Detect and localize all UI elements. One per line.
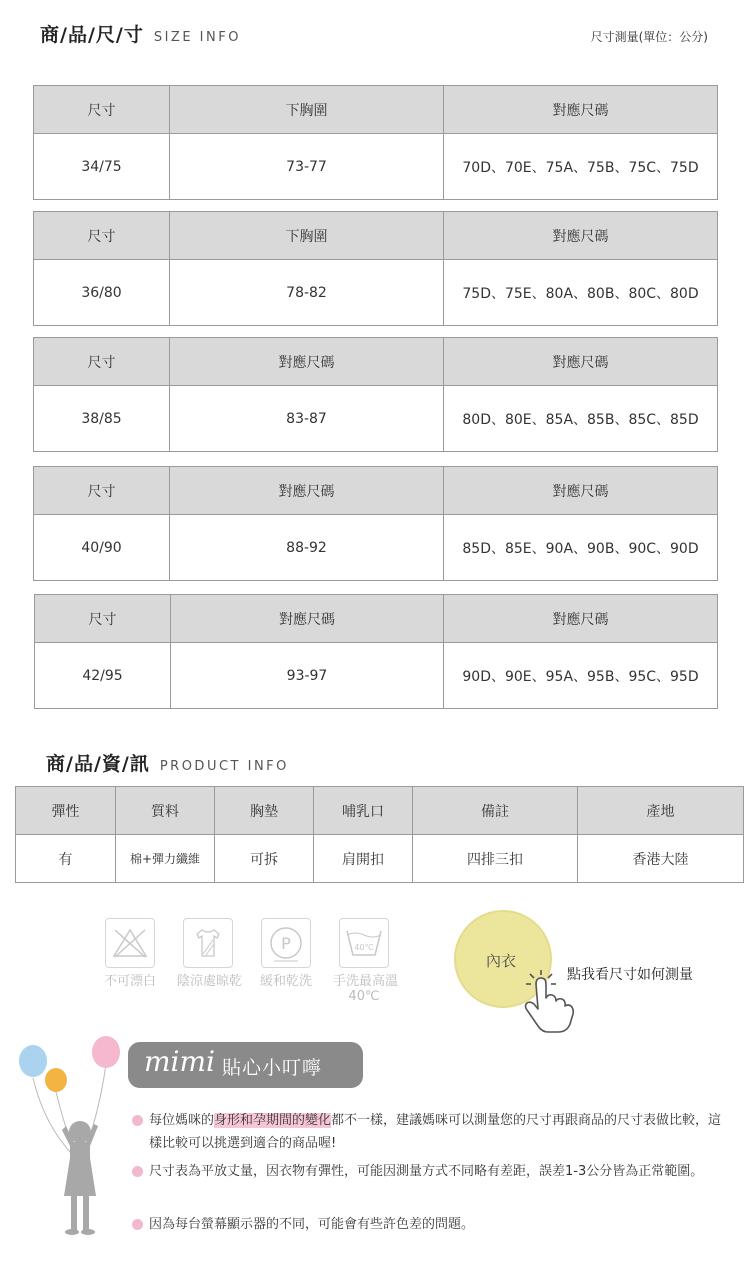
tip-item-1: 每位媽咪的身形和孕期間的變化都不一樣，建議媽咪可以測量您的尺寸再跟商品的尺寸表做比較，這樣比較可以挑選到適合的商品喔! — [132, 1109, 732, 1155]
pad-value: 可拆 — [215, 835, 314, 883]
size-table-3 — [33, 337, 718, 452]
range-value: 88-92 — [170, 515, 444, 581]
range-value: 78-82 — [170, 260, 444, 326]
tips-banner — [128, 1042, 363, 1088]
range-header: 對應尺碼 — [170, 338, 444, 386]
product-info-table — [15, 786, 744, 883]
cups-value: 80D、80E、85A、85B、85C、85D — [444, 386, 718, 452]
product-info-heading — [46, 749, 289, 776]
origin-header: 產地 — [578, 787, 744, 835]
nursing-value: 肩開扣 — [314, 835, 413, 883]
balloon-girl-illustration — [14, 1034, 134, 1253]
size-header: 尺寸 — [34, 467, 170, 515]
care-no-bleach — [99, 918, 161, 989]
origin-value: 香港大陸 — [578, 835, 744, 883]
cups-value: 85D、85E、90A、90B、90C、90D — [444, 515, 718, 581]
hand-wash-icon — [339, 918, 389, 968]
pad-header: 胸墊 — [215, 787, 314, 835]
size-value: 34/75 — [34, 134, 170, 200]
range-value: 93-97 — [171, 643, 444, 709]
elasticity-header: 彈性 — [16, 787, 116, 835]
pink-dot-icon — [132, 1219, 143, 1230]
size-table-2 — [33, 211, 718, 326]
size-header: 尺寸 — [34, 86, 170, 134]
size-value: 42/95 — [35, 643, 171, 709]
cups-value: 70D、70E、75A、75B、75C、75D — [444, 134, 718, 200]
gentle-dry-clean-icon — [261, 918, 311, 968]
shade-dry-icon — [183, 918, 233, 968]
material-header: 質料 — [116, 787, 215, 835]
range-header: 下胸圍 — [170, 86, 444, 134]
care-label: 不可漂白 — [103, 974, 156, 989]
measure-circle-label: 內衣 — [486, 952, 517, 970]
pink-dot-icon — [132, 1166, 143, 1177]
range-header: 對應尺碼 — [171, 595, 444, 643]
size-table-5 — [34, 594, 718, 709]
care-label: 手洗最高溫 40℃ — [333, 974, 399, 1004]
size-value: 38/85 — [34, 386, 170, 452]
size-heading-en: SIZE INFO — [153, 30, 241, 45]
highlight-text: 身形和孕期間的變化 — [214, 1113, 332, 1128]
nursing-header: 哺乳口 — [314, 787, 413, 835]
cups-value: 75D、75E、80A、80B、80C、80D — [444, 260, 718, 326]
care-hand-wash — [333, 918, 399, 1004]
size-value: 36/80 — [34, 260, 170, 326]
cups-header: 對應尺碼 — [444, 212, 718, 260]
brand-logo-text: mimi — [144, 1045, 216, 1078]
svg-text:P: P — [281, 934, 291, 953]
care-label: 緩和乾洗 — [259, 974, 312, 989]
cups-header: 對應尺碼 — [444, 595, 718, 643]
note-header: 備註 — [413, 787, 578, 835]
size-header: 尺寸 — [35, 595, 171, 643]
size-header: 尺寸 — [34, 338, 170, 386]
unit-note: 尺寸測量(單位：公分) — [590, 30, 708, 44]
size-table-1 — [33, 85, 718, 200]
size-header: 尺寸 — [34, 212, 170, 260]
tip-item-2: 尺寸表為平放丈量，因衣物有彈性，可能因測量方式不同略有差距，誤差1-3公分皆為正常範圍。 — [132, 1160, 732, 1183]
care-shade-dry — [177, 918, 243, 989]
elasticity-value: 有 — [16, 835, 116, 883]
pink-dot-icon — [132, 1115, 143, 1126]
size-heading-cn: 商/品/尺/寸 — [40, 24, 144, 46]
cups-header: 對應尺碼 — [444, 86, 718, 134]
size-table-4 — [33, 466, 718, 581]
tips-title: 貼心小叮嚀 — [222, 1057, 323, 1079]
cups-header: 對應尺碼 — [444, 338, 718, 386]
size-value: 40/90 — [34, 515, 170, 581]
tip-item-3: 因為每台螢幕顯示器的不同，可能會有些許色差的問題。 — [132, 1213, 732, 1236]
no-bleach-icon — [105, 918, 155, 968]
care-label: 陰涼處晾乾 — [177, 974, 243, 989]
range-value: 83-87 — [170, 386, 444, 452]
cups-value: 90D、90E、95A、95B、95C、95D — [444, 643, 718, 709]
care-gentle-dry-clean — [255, 918, 317, 989]
how-to-measure-link[interactable]: 點我看尺寸如何測量 — [567, 967, 693, 983]
hand-wash-temp: 40℃ — [354, 943, 374, 952]
size-info-heading — [40, 20, 241, 47]
material-value: 棉+彈力纖維 — [116, 835, 215, 883]
cups-header: 對應尺碼 — [444, 467, 718, 515]
range-value: 73-77 — [170, 134, 444, 200]
product-heading-en: PRODUCT INFO — [159, 759, 289, 774]
product-heading-cn: 商/品/資/訊 — [46, 753, 150, 775]
range-header: 對應尺碼 — [170, 467, 444, 515]
range-header: 下胸圍 — [170, 212, 444, 260]
note-value: 四排三扣 — [413, 835, 578, 883]
